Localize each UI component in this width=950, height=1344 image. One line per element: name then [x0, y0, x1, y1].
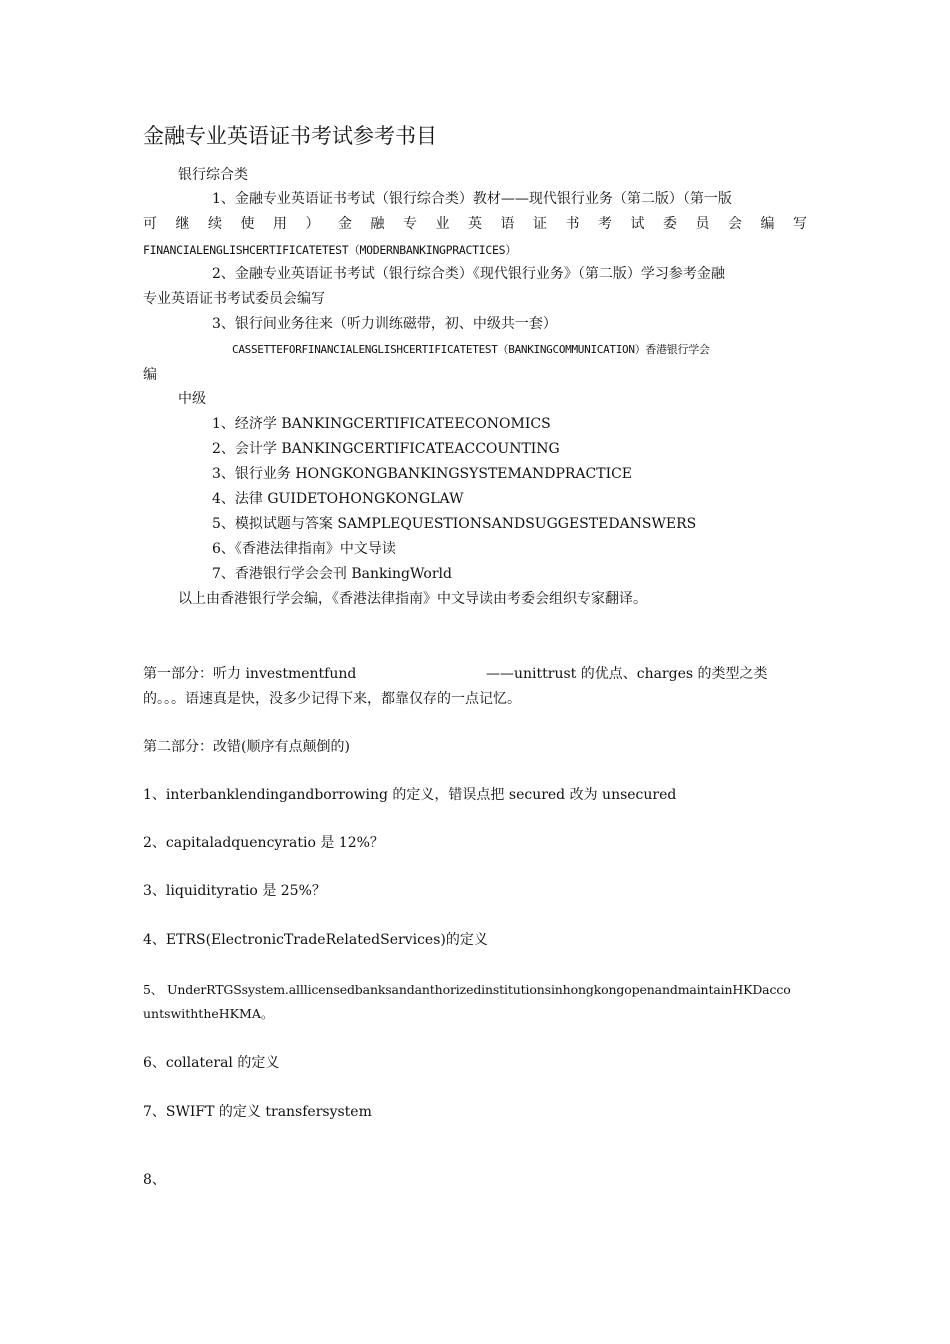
- justified-char: 使: [240, 216, 255, 232]
- question-1: 1、interbanklendingandborrowing 的定义，错误点把 secured 改为 unsecured: [143, 787, 677, 803]
- list-item-general-1: 1、金融专业英语证书考试（银行综合类）教材——现代银行业务（第二版）（第一版: [212, 191, 732, 207]
- question-7: 7、SWIFT 的定义 transfersystem: [143, 1104, 372, 1120]
- list-item-intermediate-4: 4、法律 GUIDETOHONGKONGLAW: [212, 491, 464, 507]
- justified-char: 写: [793, 216, 807, 232]
- justified-char: 英: [468, 216, 482, 232]
- justified-char: 会: [728, 216, 742, 232]
- intermediate-note: 以上由香港银行学会编，《香港法律指南》中文导读由考委会组织专家翻译。: [178, 591, 647, 607]
- document-title: 金融专业英语证书考试参考书目: [143, 124, 437, 148]
- list-item-intermediate-5: 5、模拟试题与答案 SAMPLEQUESTIONSANDSUGGESTEDANSWERS: [212, 516, 697, 532]
- question-3: 3、liquidityratio 是 25%？: [143, 883, 326, 899]
- list-item-general-1-english-title: FINANCIALENGLISHCERTIFICATETEST（MODERNBANKINGPRACTICES）: [143, 243, 517, 257]
- list-item-general-1-continuation: [143, 215, 807, 233]
- list-item-general-3-continuation: 编: [143, 367, 157, 383]
- part-one-heading: 第一部分：听力 investmentfund: [143, 666, 357, 682]
- section-heading-intermediate: 中级: [178, 391, 206, 407]
- list-item-general-3-cassette: CASSETTEFORFINANCIALENGLISHCERTIFICATETEST（BANKINGCOMMUNICATION）香港银行学会: [232, 343, 710, 356]
- question-8: 8、: [143, 1172, 166, 1188]
- justified-char: 语: [500, 216, 515, 232]
- question-5-continuation: untswiththeHKMA。: [143, 1006, 274, 1021]
- section-heading-general: 银行综合类: [178, 167, 248, 183]
- list-item-intermediate-7: 7、香港银行学会会刊 BankingWorld: [212, 566, 452, 582]
- list-item-general-3: 3、银行间业务往来（听力训练磁带，初、中级共一套）: [212, 316, 557, 332]
- question-4: 4、ETRS(ElectronicTradeRelatedServices)的定义: [143, 932, 488, 948]
- list-item-intermediate-6: 6、《香港法律指南》中文导读: [212, 541, 396, 557]
- question-2: 2、capitaladquencyratio 是 12%？: [143, 835, 384, 851]
- justified-char: 证: [533, 216, 547, 232]
- justified-char: 用: [273, 216, 287, 232]
- list-item-general-2: 2、金融专业英语证书考试（银行综合类）《现代银行业务》（第二版）学习参考金融: [212, 266, 725, 282]
- justified-char: 业: [435, 216, 450, 232]
- justified-char: 专: [403, 216, 417, 232]
- justified-char: 续: [208, 216, 222, 232]
- justified-char: 书: [565, 216, 580, 232]
- question-6: 6、collateral 的定义: [143, 1055, 280, 1071]
- justified-char: 金: [338, 216, 352, 232]
- list-item-general-2-continuation: 专业英语证书考试委员会编写: [143, 291, 325, 307]
- justified-char: ）: [305, 216, 320, 232]
- part-two-heading: 第二部分：改错(顺序有点颠倒的): [143, 739, 350, 755]
- justified-char: 编: [760, 216, 775, 232]
- justified-char: 可: [143, 216, 157, 232]
- list-item-intermediate-1: 1、经济学 BANKINGCERTIFICATEECONOMICS: [212, 416, 551, 432]
- list-item-intermediate-2: 2、会计学 BANKINGCERTIFICATEACCOUNTING: [212, 441, 560, 457]
- justified-char: 继: [175, 216, 190, 232]
- justified-char: 试: [630, 216, 645, 232]
- list-item-intermediate-3: 3、银行业务 HONGKONGBANKINGSYSTEMANDPRACTICE: [212, 466, 633, 482]
- justified-char: 委: [663, 216, 677, 232]
- justified-char: 考: [598, 216, 612, 232]
- part-one-note: 的。。。语速真是快，没多少记得下来，都靠仅存的一点记忆。: [143, 691, 521, 707]
- justified-char: 员: [695, 216, 710, 232]
- part-one-heading-continued: ——unittrust 的优点、charges 的类型之类: [486, 666, 768, 682]
- question-5: 5、 UnderRTGSsystem.alllicensedbanksandanthorizedinstitutionsinhongkongopenandmaintainHKDacco: [143, 982, 791, 997]
- justified-char: 融: [370, 216, 385, 232]
